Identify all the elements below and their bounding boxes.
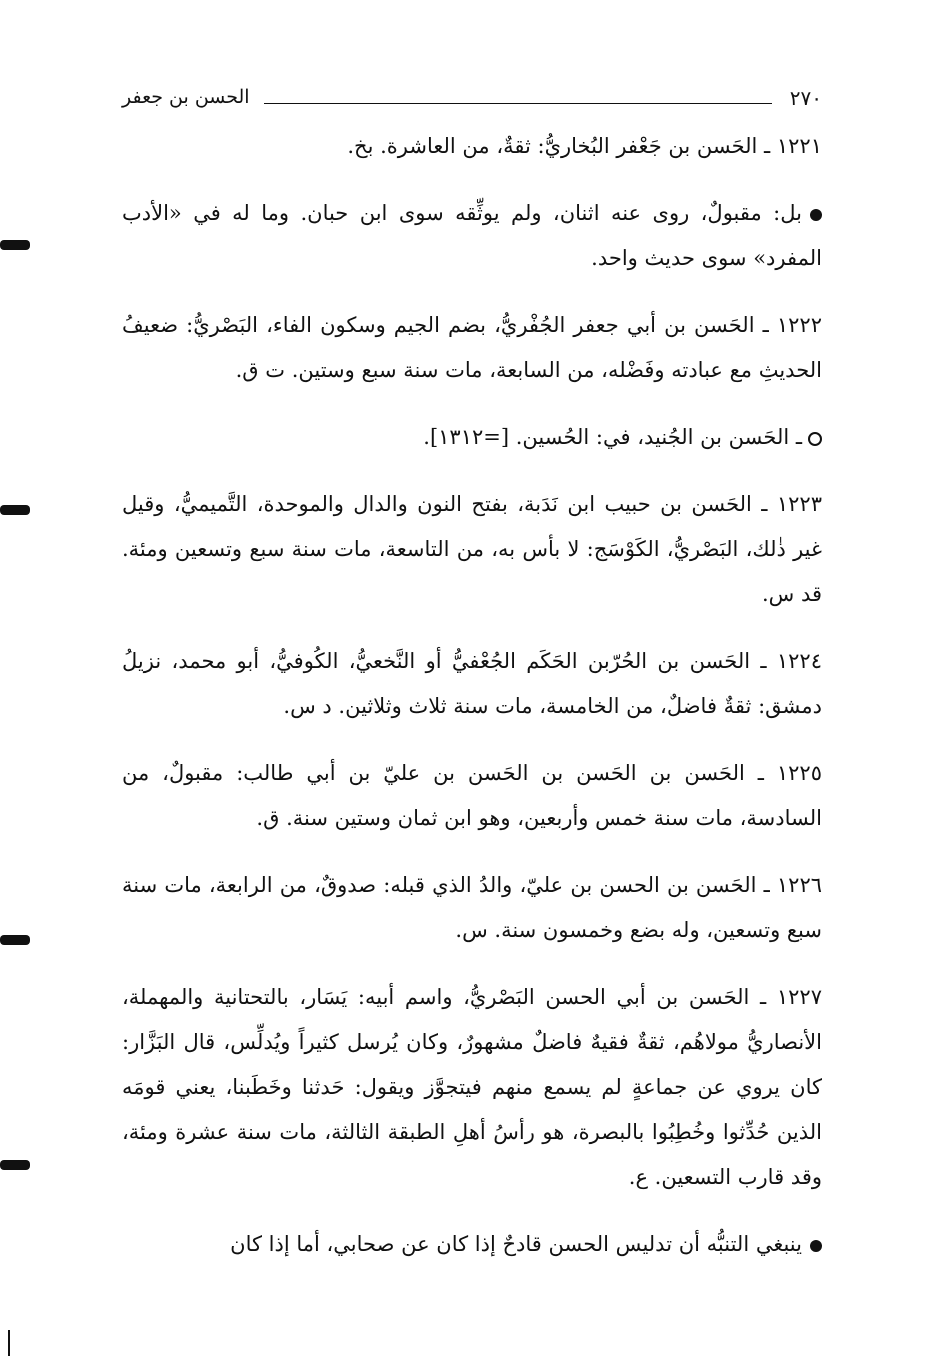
binding-mark xyxy=(0,1160,30,1170)
entry-1226: ١٢٢٦ ـ الحَسن بن الحسن بن عليّ، والدُ الذي قبله: صدوقٌ، من الرابعة، مات سنة سبع وتسعين، وله بضع وخمسون سنة. س. xyxy=(122,873,823,942)
cross-ref-entry: ـ الحَسن بن الجُنيد، في: الحُسين. [=١٣١٢]. xyxy=(122,415,822,460)
binding-mark xyxy=(0,240,30,250)
entry-1224: ١٢٢٤ ـ الحَسن بن الحُرّبن الحَكَم الجُعْفيُّ أو النَّخعيُّ، الكُوفيُّ، أبو محمد، نزيلُ دمشق: ثقةٌ فاضلٌ، من الخامسة، مات سنة ثلاث وثلاثين. د س. xyxy=(122,649,822,718)
bullet-icon xyxy=(810,1240,822,1252)
entry-1223: ١٢٢٣ ـ الحَسن بن حبيب ابن نَدَبة، بفتح النون والدال والموحدة، التَّميميُّ، وقيل غير ذٰلك، البَصْريُّ، الكَوْسَج: لا بأس به، من التاسعة، مات سنة سبع وتسعين ومئة. قد س. xyxy=(122,492,822,606)
entry-1221: ١٢٢١ ـ الحَسن بن جَعْفر البُخاريُّ: ثقةٌ، من العاشرة. بخ. xyxy=(347,134,822,158)
page-number: ٢٧٠ xyxy=(789,86,822,110)
running-head: الحسن بن جعفر xyxy=(122,86,250,108)
bullet-icon xyxy=(810,209,822,221)
entry-1222: ١٢٢٢ ـ الحَسن بن أبي جعفر الجُفْريُّ، بضم الجيم وسكون الفاء، البَصْريُّ: ضعيفُ الحديثِ مع عبادته وفَضْله، من السابعة، مات سنة سبع وستين. ت ق. xyxy=(122,313,822,382)
note-1221: بل: مقبولٌ، روى عنه اثنان، ولم يوثِّقه سوى ابن حبان. وما له في «الأدب المفرد» سوى حديث واحد. xyxy=(122,201,822,270)
entry-1225: ١٢٢٥ ـ الحَسن بن الحَسن بن الحَسن بن عليّ بن أبي طالب: مقبولٌ، من السادسة، مات سنة خمس وأربعين، وهو ابن ثمان وستين سنة. ق. xyxy=(122,761,822,830)
binding-mark xyxy=(0,935,30,945)
ring-icon xyxy=(808,432,822,446)
scan-edge-line xyxy=(8,1330,10,1356)
page-body xyxy=(122,124,822,1289)
entry-1227: ١٢٢٧ ـ الحَسن بن أبي الحسن البَصْريُّ، واسم أبيه: يَسَار، بالتحتانية والمهملة، الأنصاريُّ مولاهُم، ثقةٌ فقيهٌ فاضلٌ مشهورٌ، وكان يُرسل كثيراً ويُدلِّس، قال البَزَّار: كان يروي عن جماعةٍ لم يسمع منهم فيتجوَّز ويقول: حَدثنا وخَطَبنا، يعني قومَه الذين حُدِّثوا وخُطِبُوا بالبصرة، هو رأسُ أهلِ الطبقة الثالثة، مات سنة عشرة ومئة، وقد قارب التسعين. ع. xyxy=(122,985,822,1189)
page-header xyxy=(122,86,822,112)
note-1227: ينبغي التنبُّه أن تدليس الحسن قادحٌ إذا كان عن صحابي، أما إذا كان xyxy=(122,1222,822,1267)
header-rule xyxy=(264,103,772,104)
binding-mark xyxy=(0,505,30,515)
